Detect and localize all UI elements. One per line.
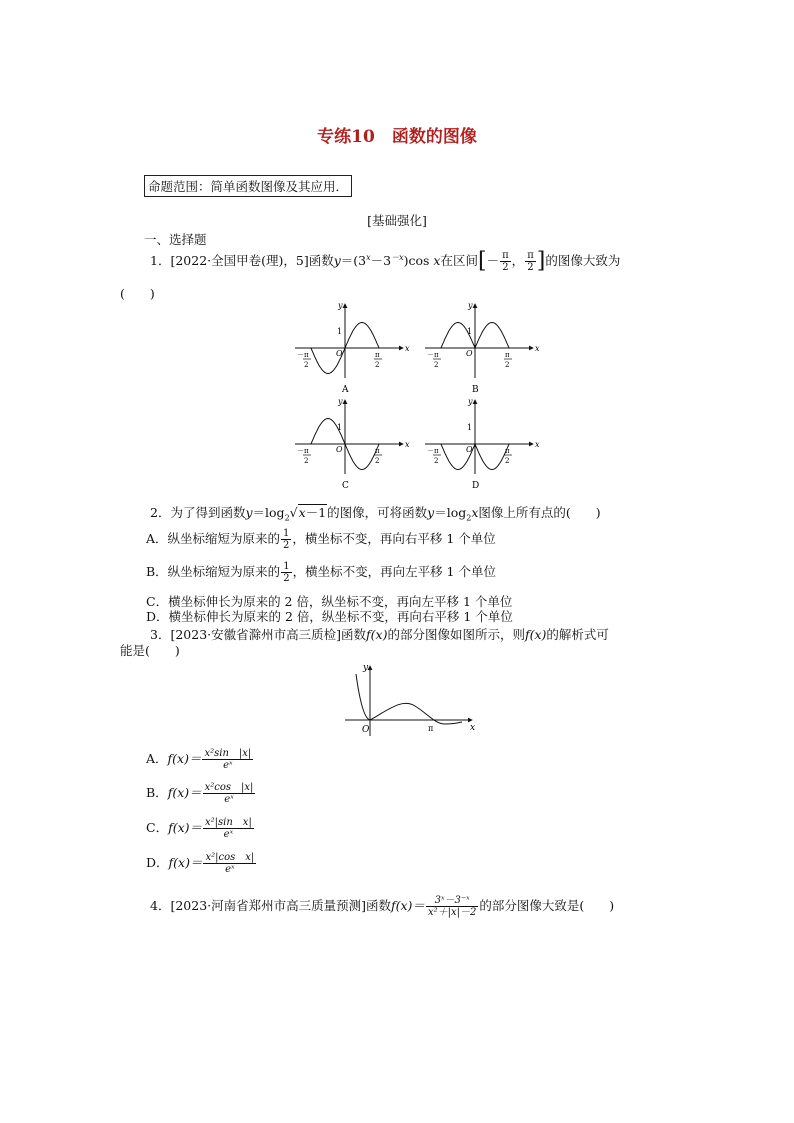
neg-pi-label: －π	[427, 447, 439, 455]
x-label: x	[405, 344, 410, 353]
graph-D	[425, 397, 540, 491]
pi-over-2: $\frac{\pi}{2}$	[527, 250, 534, 273]
neg-pi-label: －π	[427, 351, 439, 359]
scope-box: 命题范围：简单函数图像及其应用．	[144, 175, 352, 197]
pi-label: π	[375, 447, 380, 455]
y-label: y	[468, 301, 473, 310]
neg-pi-den: 2	[304, 361, 309, 369]
origin-label: O	[336, 445, 343, 454]
section-heading: [基础强化]	[367, 213, 427, 228]
q3-stem: 3．[2023·安徽省滁州市高三质检]函数f(x)的部分图像如图所示，则f(x)的解析式可	[150, 627, 609, 642]
one-label: 1	[467, 327, 473, 336]
x-label: x	[535, 440, 540, 449]
graph-A	[295, 301, 410, 395]
graph-letter: A	[342, 385, 349, 395]
q1-graphs	[285, 298, 545, 498]
origin-label: O	[466, 445, 473, 454]
page-title: 专练10 函数的图像	[317, 127, 477, 147]
pi-label: π	[428, 724, 434, 733]
graph-letter: C	[342, 481, 349, 491]
graph-letter: D	[472, 481, 480, 491]
neg-pi-label: －π	[297, 447, 309, 455]
neg-pi-label: －π	[297, 351, 309, 359]
y-label: y	[363, 663, 369, 673]
q3-graph	[340, 660, 480, 738]
x-label: x	[535, 344, 540, 353]
graph-letter: B	[472, 385, 479, 395]
q1-answer-paren: ( )	[120, 286, 155, 301]
pi-label: π	[505, 351, 510, 359]
pi-label: π	[375, 351, 380, 359]
graph-B	[425, 301, 540, 395]
q4-stem: 4．[2023·河南省郑州市高三质量预测]函数f(x)＝ $\frac{\text{3ˣ－3⁻ˣ}}{\text{x²＋|x|－2}}$ 的部分图像大致是( )	[150, 895, 615, 918]
q2-option-d[interactable]: D．横坐标伸长为原来的 2 倍，纵坐标不变，再向右平移 1 个单位	[146, 609, 513, 624]
neg-pi-den: 2	[434, 361, 439, 369]
one-label: 1	[337, 423, 343, 432]
origin-label: O	[362, 725, 370, 735]
q3-stem-cont: 能是( )	[120, 643, 180, 658]
pi-den: 2	[375, 361, 380, 369]
q2-option-b[interactable]: B．纵坐标缩短为原来的 $\frac{1}{2}$ ，横坐标不变，再向左平移 1 个单位	[146, 561, 496, 584]
graph-C	[295, 397, 410, 491]
origin-label: O	[466, 349, 473, 358]
q2-option-c[interactable]: C．横坐标伸长为原来的 2 倍，纵坐标不变，再向左平移 1 个单位	[146, 594, 513, 609]
neg-pi-over-2: $\frac{\pi}{2}$	[502, 250, 509, 273]
part-heading: 一、选择题	[144, 232, 207, 247]
q3-option-b[interactable]: B．f(x)＝ $\frac{\text{x²cos |x|}}{\text{eˣ}}$	[146, 782, 254, 805]
y-label: y	[338, 301, 343, 310]
y-label: y	[468, 397, 473, 406]
neg-pi-den: 2	[304, 457, 309, 465]
curve	[356, 674, 462, 724]
pi-den: 2	[375, 457, 380, 465]
one-label: 1	[337, 327, 343, 336]
pi-den: 2	[505, 361, 510, 369]
x-label: x	[470, 723, 476, 733]
q1-stem: 1．[2022·全国甲卷(理)，5]函数$y=(3^x-3^{-x})\cos$ x在区间[－ $\frac{\pi}{2}$ ， $\frac{\pi}{2}$ ]的图像大致为	[150, 248, 621, 274]
q3-option-d[interactable]: D．f(x)＝ $\frac{\text{x²|cos x|}}{\text{eˣ}}$	[146, 852, 255, 875]
origin-label: O	[336, 349, 343, 358]
q3-option-a[interactable]: A．f(x)＝ $\frac{\text{x²sin |x|}}{\text{eˣ}}$	[146, 748, 252, 771]
pi-label: π	[505, 447, 510, 455]
one-label: 1	[467, 423, 473, 432]
neg-pi-den: 2	[434, 457, 439, 465]
q3-option-c[interactable]: C．f(x)＝ $\frac{\text{x²|sin x|}}{\text{eˣ}}$	[146, 817, 252, 840]
q2-option-a[interactable]: A．纵坐标缩短为原来的 $\frac{1}{2}$ ，横坐标不变，再向右平移 1 个单位	[146, 528, 496, 551]
y-label: y	[338, 397, 343, 406]
x-label: x	[405, 440, 410, 449]
q2-stem: 2．为了得到函数$y=\log_2√x-1$的图像，可将函数$y=\log_2x$图像上所有点的( )	[150, 505, 601, 523]
pi-den: 2	[505, 457, 510, 465]
